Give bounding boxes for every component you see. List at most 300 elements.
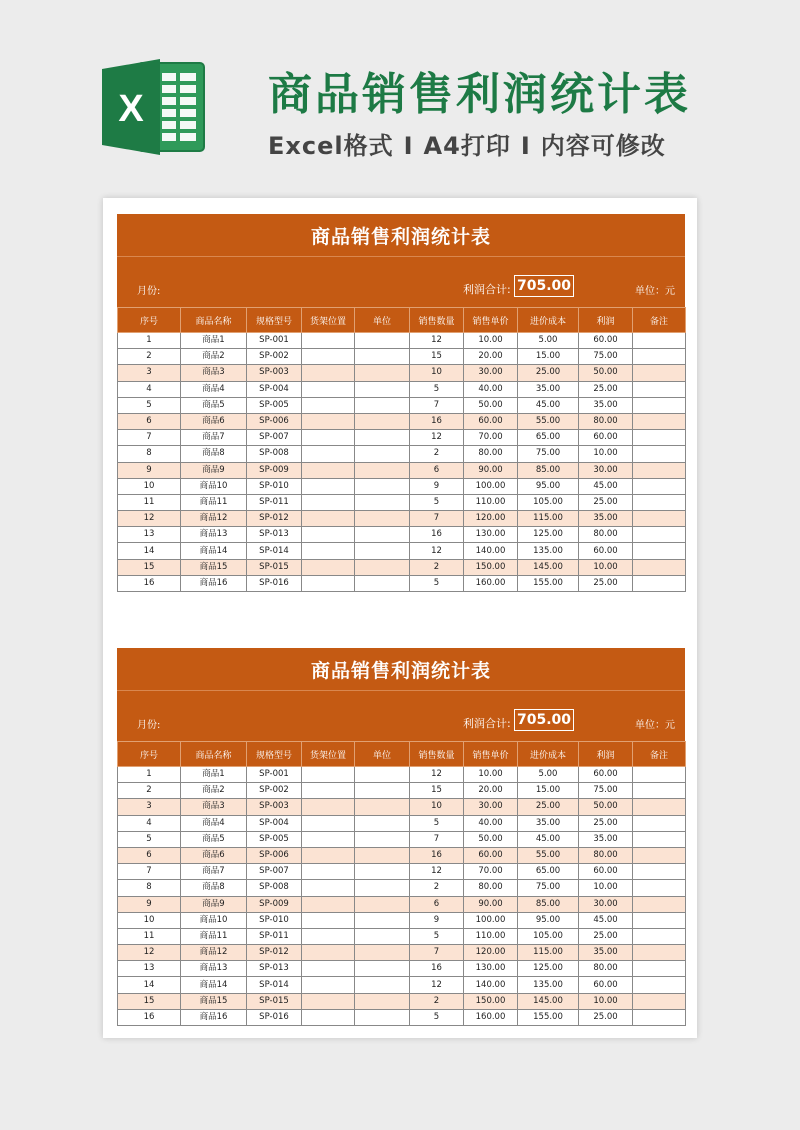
- table-cell[interactable]: 10: [118, 912, 181, 928]
- table-cell[interactable]: 12: [410, 864, 464, 880]
- table-cell[interactable]: 商品5: [181, 397, 247, 413]
- table-cell[interactable]: [302, 559, 355, 575]
- column-header[interactable]: 备注: [633, 742, 686, 767]
- table-cell[interactable]: [355, 446, 410, 462]
- table-cell[interactable]: 5: [410, 381, 464, 397]
- table-cell[interactable]: 95.00: [518, 912, 579, 928]
- table-cell[interactable]: SP-007: [247, 864, 302, 880]
- table-cell[interactable]: 商品5: [181, 831, 247, 847]
- table-cell[interactable]: [302, 767, 355, 783]
- table-cell[interactable]: 14: [118, 543, 181, 559]
- table-cell[interactable]: 25.00: [579, 928, 633, 944]
- table-cell[interactable]: 120.00: [464, 511, 518, 527]
- table-cell[interactable]: SP-006: [247, 847, 302, 863]
- table-cell[interactable]: 70.00: [464, 430, 518, 446]
- table-cell[interactable]: SP-002: [247, 349, 302, 365]
- table-cell[interactable]: [355, 961, 410, 977]
- table-cell[interactable]: 12: [118, 945, 181, 961]
- table-cell[interactable]: 商品9: [181, 896, 247, 912]
- table-cell[interactable]: 7: [410, 511, 464, 527]
- table-cell[interactable]: SP-005: [247, 831, 302, 847]
- table-cell[interactable]: 10: [118, 478, 181, 494]
- table-cell[interactable]: 150.00: [464, 559, 518, 575]
- table-cell[interactable]: [633, 494, 686, 510]
- table-cell[interactable]: SP-003: [247, 799, 302, 815]
- table-cell[interactable]: 5: [410, 815, 464, 831]
- table-cell[interactable]: [633, 559, 686, 575]
- column-header[interactable]: 规格型号: [247, 308, 302, 333]
- table-cell[interactable]: 90.00: [464, 462, 518, 478]
- table-cell[interactable]: 15: [118, 559, 181, 575]
- table-cell[interactable]: 145.00: [518, 559, 579, 575]
- table-cell[interactable]: SP-003: [247, 365, 302, 381]
- table-cell[interactable]: 35.00: [579, 831, 633, 847]
- table-cell[interactable]: 商品13: [181, 961, 247, 977]
- table-cell[interactable]: 7: [118, 430, 181, 446]
- table-cell[interactable]: 135.00: [518, 543, 579, 559]
- table-cell[interactable]: 16: [410, 847, 464, 863]
- column-header[interactable]: 销售单价: [464, 308, 518, 333]
- table-cell[interactable]: SP-010: [247, 912, 302, 928]
- table-cell[interactable]: [302, 912, 355, 928]
- table-cell[interactable]: 10.00: [464, 333, 518, 349]
- table-cell[interactable]: 130.00: [464, 527, 518, 543]
- table-cell[interactable]: [633, 815, 686, 831]
- table-cell[interactable]: 商品2: [181, 783, 247, 799]
- table-cell[interactable]: 商品16: [181, 1009, 247, 1025]
- table-cell[interactable]: 65.00: [518, 864, 579, 880]
- table-cell[interactable]: [633, 381, 686, 397]
- column-header[interactable]: 销售数量: [410, 308, 464, 333]
- table-cell[interactable]: 115.00: [518, 511, 579, 527]
- column-header[interactable]: 销售数量: [410, 742, 464, 767]
- table-cell[interactable]: [633, 462, 686, 478]
- table-cell[interactable]: [355, 333, 410, 349]
- table-cell[interactable]: 商品12: [181, 511, 247, 527]
- table-cell[interactable]: SP-012: [247, 511, 302, 527]
- table-cell[interactable]: 商品16: [181, 575, 247, 591]
- table-cell[interactable]: [633, 349, 686, 365]
- table-cell[interactable]: [355, 365, 410, 381]
- table-cell[interactable]: 16: [410, 961, 464, 977]
- table-cell[interactable]: 85.00: [518, 462, 579, 478]
- table-cell[interactable]: [633, 928, 686, 944]
- table-cell[interactable]: SP-009: [247, 896, 302, 912]
- table-cell[interactable]: SP-001: [247, 333, 302, 349]
- table-cell[interactable]: 商品15: [181, 559, 247, 575]
- table-cell[interactable]: 3: [118, 799, 181, 815]
- column-header[interactable]: 进价成本: [518, 308, 579, 333]
- table-cell[interactable]: 60.00: [464, 413, 518, 429]
- table-cell[interactable]: [302, 847, 355, 863]
- table-cell[interactable]: 85.00: [518, 896, 579, 912]
- table-cell[interactable]: 商品4: [181, 815, 247, 831]
- table-cell[interactable]: SP-004: [247, 381, 302, 397]
- table-cell[interactable]: 145.00: [518, 993, 579, 1009]
- table-cell[interactable]: 75.00: [518, 880, 579, 896]
- table-cell[interactable]: 35.00: [579, 945, 633, 961]
- table-cell[interactable]: 7: [410, 945, 464, 961]
- table-cell[interactable]: [355, 977, 410, 993]
- table-cell[interactable]: 1: [118, 767, 181, 783]
- table-cell[interactable]: 商品7: [181, 430, 247, 446]
- table-cell[interactable]: [633, 413, 686, 429]
- table-cell[interactable]: 40.00: [464, 381, 518, 397]
- profit-total-value[interactable]: 705.00: [514, 709, 574, 731]
- table-cell[interactable]: [302, 478, 355, 494]
- table-cell[interactable]: [355, 928, 410, 944]
- table-cell[interactable]: [355, 559, 410, 575]
- table-cell[interactable]: [355, 880, 410, 896]
- table-cell[interactable]: SP-009: [247, 462, 302, 478]
- table-cell[interactable]: 11: [118, 494, 181, 510]
- table-cell[interactable]: 10.00: [579, 446, 633, 462]
- table-cell[interactable]: [355, 815, 410, 831]
- table-cell[interactable]: SP-012: [247, 945, 302, 961]
- table-cell[interactable]: SP-011: [247, 928, 302, 944]
- table-cell[interactable]: [302, 397, 355, 413]
- table-cell[interactable]: 50.00: [579, 799, 633, 815]
- table-cell[interactable]: 80.00: [464, 446, 518, 462]
- table-cell[interactable]: [633, 977, 686, 993]
- column-header[interactable]: 利润: [579, 308, 633, 333]
- table-cell[interactable]: [633, 446, 686, 462]
- table-cell[interactable]: 6: [118, 847, 181, 863]
- table-cell[interactable]: 40.00: [464, 815, 518, 831]
- table-cell[interactable]: [302, 349, 355, 365]
- table-cell[interactable]: [302, 381, 355, 397]
- table-cell[interactable]: 140.00: [464, 543, 518, 559]
- table-cell[interactable]: 4: [118, 381, 181, 397]
- table-cell[interactable]: 55.00: [518, 847, 579, 863]
- table-cell[interactable]: [302, 446, 355, 462]
- table-cell[interactable]: 10.00: [579, 993, 633, 1009]
- table-cell[interactable]: SP-016: [247, 1009, 302, 1025]
- table-cell[interactable]: 25.00: [579, 381, 633, 397]
- table-cell[interactable]: 商品4: [181, 381, 247, 397]
- table-cell[interactable]: [633, 993, 686, 1009]
- table-cell[interactable]: 60.00: [579, 977, 633, 993]
- table-cell[interactable]: 80.00: [579, 847, 633, 863]
- table-cell[interactable]: [633, 430, 686, 446]
- table-cell[interactable]: [355, 430, 410, 446]
- table-cell[interactable]: 5: [410, 928, 464, 944]
- column-header[interactable]: 进价成本: [518, 742, 579, 767]
- table-cell[interactable]: SP-015: [247, 993, 302, 1009]
- table-cell[interactable]: [355, 831, 410, 847]
- table-cell[interactable]: [302, 961, 355, 977]
- table-cell[interactable]: SP-010: [247, 478, 302, 494]
- table-cell[interactable]: 65.00: [518, 430, 579, 446]
- table-cell[interactable]: 11: [118, 928, 181, 944]
- table-cell[interactable]: 8: [118, 446, 181, 462]
- table-cell[interactable]: 50.00: [579, 365, 633, 381]
- table-cell[interactable]: [633, 397, 686, 413]
- table-cell[interactable]: [355, 575, 410, 591]
- column-header[interactable]: 商品名称: [181, 742, 247, 767]
- table-cell[interactable]: [633, 880, 686, 896]
- table-cell[interactable]: 25.00: [518, 799, 579, 815]
- table-cell[interactable]: 12: [410, 430, 464, 446]
- table-cell[interactable]: [302, 430, 355, 446]
- table-cell[interactable]: [355, 799, 410, 815]
- table-cell[interactable]: SP-007: [247, 430, 302, 446]
- table-cell[interactable]: 10.00: [464, 767, 518, 783]
- table-cell[interactable]: 9: [410, 912, 464, 928]
- column-header[interactable]: 货架位置: [302, 308, 355, 333]
- table-cell[interactable]: [302, 527, 355, 543]
- table-cell[interactable]: [355, 511, 410, 527]
- table-cell[interactable]: 6: [410, 896, 464, 912]
- table-cell[interactable]: 9: [410, 478, 464, 494]
- table-cell[interactable]: 4: [118, 815, 181, 831]
- table-cell[interactable]: [355, 896, 410, 912]
- table-cell[interactable]: 5: [118, 831, 181, 847]
- table-cell[interactable]: SP-013: [247, 527, 302, 543]
- table-cell[interactable]: 13: [118, 961, 181, 977]
- table-cell[interactable]: 25.00: [579, 1009, 633, 1025]
- table-cell[interactable]: 160.00: [464, 575, 518, 591]
- table-cell[interactable]: 7: [410, 397, 464, 413]
- table-cell[interactable]: 13: [118, 527, 181, 543]
- table-cell[interactable]: [302, 575, 355, 591]
- table-cell[interactable]: SP-011: [247, 494, 302, 510]
- table-cell[interactable]: [633, 1009, 686, 1025]
- column-header[interactable]: 销售单价: [464, 742, 518, 767]
- table-cell[interactable]: [302, 462, 355, 478]
- table-cell[interactable]: 10.00: [579, 559, 633, 575]
- table-cell[interactable]: [302, 783, 355, 799]
- table-cell[interactable]: [633, 896, 686, 912]
- table-cell[interactable]: 商品14: [181, 543, 247, 559]
- table-cell[interactable]: [633, 961, 686, 977]
- table-cell[interactable]: 9: [118, 462, 181, 478]
- table-cell[interactable]: [302, 945, 355, 961]
- table-cell[interactable]: [302, 799, 355, 815]
- table-cell[interactable]: 12: [410, 543, 464, 559]
- table-cell[interactable]: 140.00: [464, 977, 518, 993]
- table-cell[interactable]: 35.00: [579, 511, 633, 527]
- column-header[interactable]: 序号: [118, 308, 181, 333]
- table-cell[interactable]: 45.00: [518, 397, 579, 413]
- table-cell[interactable]: 9: [118, 896, 181, 912]
- table-cell[interactable]: [633, 527, 686, 543]
- table-cell[interactable]: [302, 511, 355, 527]
- table-cell[interactable]: 115.00: [518, 945, 579, 961]
- table-cell[interactable]: 15: [410, 783, 464, 799]
- table-cell[interactable]: 2: [410, 880, 464, 896]
- table-cell[interactable]: 15.00: [518, 783, 579, 799]
- table-cell[interactable]: [355, 397, 410, 413]
- table-cell[interactable]: 80.00: [464, 880, 518, 896]
- table-cell[interactable]: SP-002: [247, 783, 302, 799]
- table-cell[interactable]: [355, 494, 410, 510]
- table-cell[interactable]: 105.00: [518, 928, 579, 944]
- table-cell[interactable]: [355, 527, 410, 543]
- table-cell[interactable]: 110.00: [464, 928, 518, 944]
- table-cell[interactable]: [355, 993, 410, 1009]
- table-cell[interactable]: 商品13: [181, 527, 247, 543]
- table-cell[interactable]: 12: [410, 977, 464, 993]
- table-cell[interactable]: 商品8: [181, 880, 247, 896]
- table-cell[interactable]: [355, 462, 410, 478]
- table-cell[interactable]: [633, 847, 686, 863]
- table-cell[interactable]: 30.00: [464, 799, 518, 815]
- table-cell[interactable]: 商品7: [181, 864, 247, 880]
- table-cell[interactable]: 商品10: [181, 478, 247, 494]
- table-cell[interactable]: SP-005: [247, 397, 302, 413]
- table-cell[interactable]: 80.00: [579, 413, 633, 429]
- table-cell[interactable]: [355, 912, 410, 928]
- table-cell[interactable]: 2: [118, 783, 181, 799]
- table-cell[interactable]: [302, 864, 355, 880]
- table-cell[interactable]: 3: [118, 365, 181, 381]
- table-cell[interactable]: 100.00: [464, 912, 518, 928]
- table-cell[interactable]: 7: [410, 831, 464, 847]
- column-header[interactable]: 单位: [355, 308, 410, 333]
- column-header[interactable]: 序号: [118, 742, 181, 767]
- table-cell[interactable]: 135.00: [518, 977, 579, 993]
- table-cell[interactable]: [355, 783, 410, 799]
- table-cell[interactable]: 50.00: [464, 397, 518, 413]
- table-cell[interactable]: 5.00: [518, 767, 579, 783]
- table-cell[interactable]: [633, 945, 686, 961]
- table-cell[interactable]: [355, 847, 410, 863]
- table-cell[interactable]: [302, 494, 355, 510]
- table-cell[interactable]: 10.00: [579, 880, 633, 896]
- table-cell[interactable]: [355, 478, 410, 494]
- table-cell[interactable]: 5: [118, 397, 181, 413]
- table-cell[interactable]: [302, 1009, 355, 1025]
- table-cell[interactable]: 15: [410, 349, 464, 365]
- table-cell[interactable]: [355, 767, 410, 783]
- table-cell[interactable]: [302, 831, 355, 847]
- table-cell[interactable]: [302, 928, 355, 944]
- table-cell[interactable]: [633, 783, 686, 799]
- table-cell[interactable]: 5: [410, 1009, 464, 1025]
- column-header[interactable]: 单位: [355, 742, 410, 767]
- table-cell[interactable]: 95.00: [518, 478, 579, 494]
- table-cell[interactable]: 商品1: [181, 767, 247, 783]
- table-cell[interactable]: 2: [410, 993, 464, 1009]
- table-cell[interactable]: 16: [410, 413, 464, 429]
- table-cell[interactable]: 15: [118, 993, 181, 1009]
- table-cell[interactable]: 100.00: [464, 478, 518, 494]
- table-cell[interactable]: 商品9: [181, 462, 247, 478]
- table-cell[interactable]: 16: [410, 527, 464, 543]
- table-cell[interactable]: 75.00: [579, 783, 633, 799]
- table-cell[interactable]: [633, 912, 686, 928]
- table-cell[interactable]: 25.00: [579, 494, 633, 510]
- table-cell[interactable]: 5.00: [518, 333, 579, 349]
- table-cell[interactable]: 商品15: [181, 993, 247, 1009]
- table-cell[interactable]: 120.00: [464, 945, 518, 961]
- table-cell[interactable]: 20.00: [464, 349, 518, 365]
- table-cell[interactable]: SP-015: [247, 559, 302, 575]
- table-cell[interactable]: [302, 333, 355, 349]
- table-cell[interactable]: 45.00: [579, 478, 633, 494]
- table-cell[interactable]: 90.00: [464, 896, 518, 912]
- table-cell[interactable]: 10: [410, 365, 464, 381]
- table-cell[interactable]: 2: [410, 559, 464, 575]
- table-cell[interactable]: 35.00: [579, 397, 633, 413]
- table-cell[interactable]: [302, 993, 355, 1009]
- table-cell[interactable]: [355, 543, 410, 559]
- table-cell[interactable]: 商品12: [181, 945, 247, 961]
- table-cell[interactable]: 35.00: [518, 815, 579, 831]
- column-header[interactable]: 商品名称: [181, 308, 247, 333]
- table-cell[interactable]: [302, 413, 355, 429]
- table-cell[interactable]: 商品1: [181, 333, 247, 349]
- table-cell[interactable]: 商品10: [181, 912, 247, 928]
- table-cell[interactable]: [302, 896, 355, 912]
- table-cell[interactable]: 70.00: [464, 864, 518, 880]
- table-cell[interactable]: 25.00: [518, 365, 579, 381]
- table-cell[interactable]: [355, 864, 410, 880]
- table-cell[interactable]: 25.00: [579, 815, 633, 831]
- table-cell[interactable]: SP-013: [247, 961, 302, 977]
- table-cell[interactable]: 商品3: [181, 799, 247, 815]
- table-cell[interactable]: 125.00: [518, 961, 579, 977]
- table-cell[interactable]: [633, 831, 686, 847]
- table-cell[interactable]: [633, 799, 686, 815]
- table-cell[interactable]: [633, 365, 686, 381]
- table-cell[interactable]: 2: [118, 349, 181, 365]
- table-cell[interactable]: 12: [410, 333, 464, 349]
- table-cell[interactable]: [355, 413, 410, 429]
- table-cell[interactable]: 50.00: [464, 831, 518, 847]
- table-cell[interactable]: 160.00: [464, 1009, 518, 1025]
- table-cell[interactable]: [355, 1009, 410, 1025]
- column-header[interactable]: 规格型号: [247, 742, 302, 767]
- table-cell[interactable]: [633, 333, 686, 349]
- table-cell[interactable]: 75.00: [518, 446, 579, 462]
- table-cell[interactable]: SP-008: [247, 880, 302, 896]
- table-cell[interactable]: 60.00: [579, 430, 633, 446]
- table-cell[interactable]: 7: [118, 864, 181, 880]
- table-cell[interactable]: 80.00: [579, 961, 633, 977]
- table-cell[interactable]: 45.00: [518, 831, 579, 847]
- table-cell[interactable]: 商品11: [181, 494, 247, 510]
- table-cell[interactable]: [302, 977, 355, 993]
- table-cell[interactable]: 35.00: [518, 381, 579, 397]
- column-header[interactable]: 货架位置: [302, 742, 355, 767]
- table-cell[interactable]: 45.00: [579, 912, 633, 928]
- table-cell[interactable]: 15.00: [518, 349, 579, 365]
- table-cell[interactable]: 30.00: [579, 462, 633, 478]
- table-cell[interactable]: 商品3: [181, 365, 247, 381]
- table-cell[interactable]: [633, 511, 686, 527]
- table-cell[interactable]: 30.00: [464, 365, 518, 381]
- column-header[interactable]: 备注: [633, 308, 686, 333]
- table-cell[interactable]: 商品6: [181, 847, 247, 863]
- table-cell[interactable]: 16: [118, 575, 181, 591]
- table-cell[interactable]: 12: [118, 511, 181, 527]
- table-cell[interactable]: SP-004: [247, 815, 302, 831]
- profit-total-value[interactable]: 705.00: [514, 275, 574, 297]
- table-cell[interactable]: [633, 478, 686, 494]
- table-cell[interactable]: 60.00: [464, 847, 518, 863]
- table-cell[interactable]: [355, 381, 410, 397]
- table-cell[interactable]: 125.00: [518, 527, 579, 543]
- table-cell[interactable]: SP-008: [247, 446, 302, 462]
- column-header[interactable]: 利润: [579, 742, 633, 767]
- table-cell[interactable]: 商品14: [181, 977, 247, 993]
- table-cell[interactable]: [355, 349, 410, 365]
- table-cell[interactable]: [355, 945, 410, 961]
- table-cell[interactable]: [302, 543, 355, 559]
- table-cell[interactable]: 10: [410, 799, 464, 815]
